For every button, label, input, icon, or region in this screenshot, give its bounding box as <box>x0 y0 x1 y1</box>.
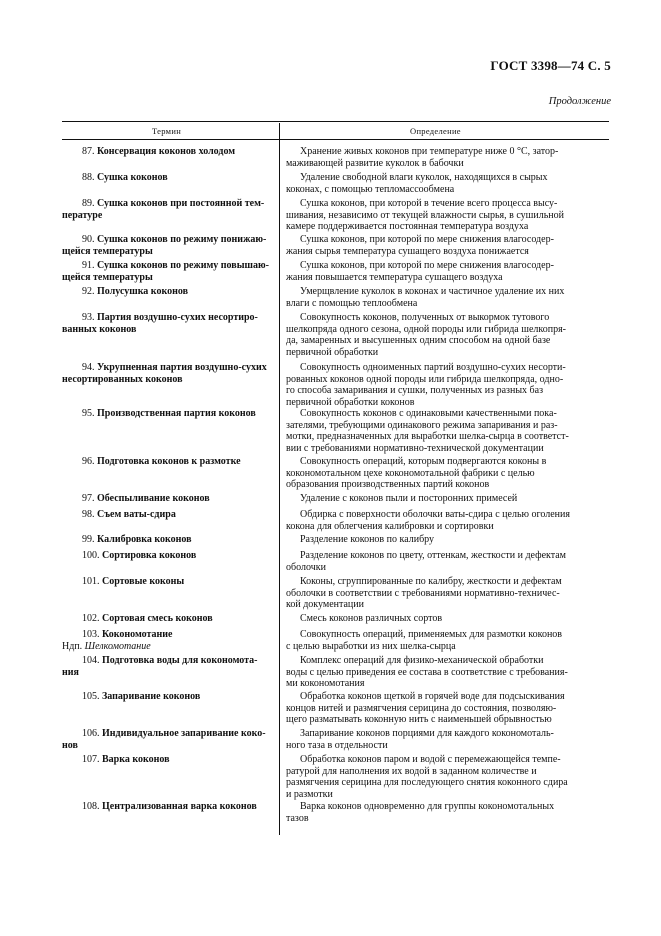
term-cell <box>62 146 272 158</box>
definition-line: воды с целью приведения ее состава в соответствие с требования- <box>286 666 568 678</box>
definition-line: с целью выработки из них шелка-сырца <box>286 640 456 652</box>
term-cell <box>62 534 272 546</box>
definition-line: концов нитей и размягчения серицина до состояния, позволяю- <box>286 702 557 714</box>
term-number: 92. <box>82 286 97 297</box>
definition-line: оболочки в соответствии с требованиями нормативно-техничес- <box>286 587 560 599</box>
definition-line: Коконы, сгруппированные по калибру, жесткости и дефектам <box>300 576 562 587</box>
definition-line: коконах, с помощью тепломассообмена <box>286 183 455 195</box>
term-text: Сортовые коконы <box>102 576 185 587</box>
definition-line: ного таза в отдельности <box>286 739 388 751</box>
definition-line: рованных коконов одной породы или гибрида шелкопряда, одно- <box>286 373 564 385</box>
term-text: Кокономотание <box>102 629 173 640</box>
definition-line: Обработка коконов паром и водой с перемежающейся темпе- <box>300 754 561 765</box>
definition-cell <box>286 408 596 454</box>
definition-line: Комплекс операций для физико-механической обработки <box>300 655 544 666</box>
definition-cell <box>286 629 596 652</box>
definition-line: Совокупность коконов с одинаковыми качественными пока- <box>300 408 557 419</box>
definition-cell <box>286 691 596 726</box>
definition-line: Хранение живых коконов при температуре ниже 0 °С, затор- <box>300 146 559 157</box>
term-cell <box>62 613 272 625</box>
term-text: Обеспыливание коконов <box>97 493 210 504</box>
term-number: 106. <box>82 728 102 739</box>
term-cell <box>62 754 272 766</box>
column-header-term: Термин <box>152 126 182 136</box>
term-text: Сушка коконов <box>97 172 168 183</box>
term-number: 103. <box>82 629 102 640</box>
definition-line: Варка коконов одновременно для группы кокономотальных <box>300 801 555 812</box>
definition-line: маживающей развитие куколок в бабочки <box>286 157 464 169</box>
term-text: пературе <box>62 209 103 221</box>
table-top-rule <box>62 121 609 122</box>
term-text: Сушка коконов при постоянной тем- <box>97 198 265 209</box>
definition-line: Удаление свободной влаги куколок, находящихся в сырых <box>300 172 548 183</box>
term-cell <box>62 456 272 468</box>
term-text: Сушка коконов по режиму повышаю- <box>97 260 269 271</box>
definition-line: Сушка коконов, при которой по мере снижения влагосодер- <box>300 260 554 271</box>
definition-cell <box>286 550 596 573</box>
term-number: 89. <box>82 198 97 209</box>
term-number: 88. <box>82 172 97 183</box>
definition-cell <box>286 146 596 169</box>
definition-line: кой документации <box>286 599 364 610</box>
ndp-term: Шелкомотание <box>84 640 151 652</box>
term-number: 98. <box>82 509 97 520</box>
term-number: 99. <box>82 534 97 545</box>
definition-line: да, замаренных и высушенных одним способом на одной базе <box>286 335 551 346</box>
definition-cell <box>286 198 596 233</box>
definition-line: Смесь коконов различных сортов <box>300 613 443 624</box>
term-text: ванных коконов <box>62 323 137 335</box>
term-text: Индивидуальное запаривание коко- <box>102 728 266 739</box>
definition-cell <box>286 655 596 690</box>
term-cell <box>62 172 272 184</box>
term-text: Варка коконов <box>102 754 170 765</box>
definition-cell <box>286 312 596 358</box>
term-cell <box>62 550 272 562</box>
term-cell <box>62 198 272 221</box>
term-number: 102. <box>82 613 102 624</box>
definition-line: образования производственных партий коконов <box>286 479 490 490</box>
definition-line: го способа замаривания и сушки, полученных из разных баз <box>286 385 544 396</box>
term-number: 107. <box>82 754 102 765</box>
column-header-definition: Определение <box>410 126 461 136</box>
term-cell <box>62 408 272 420</box>
term-text: Полусушка коконов <box>97 286 188 297</box>
term-text: нов <box>62 739 78 751</box>
definition-line: размягчения серицина для последующего снятия коконного сдира <box>286 777 568 788</box>
term-cell <box>62 260 272 283</box>
definition-line: кокона для облегчения калибровки и сортировки <box>286 520 494 532</box>
definition-line: Умерщвление куколок в коконах и частичное удаление их них <box>300 286 565 297</box>
term-number: 97. <box>82 493 97 504</box>
definition-line: Обработка коконов щеткой в горячей воде для подсыскивания <box>300 691 565 702</box>
definition-cell <box>286 172 596 195</box>
term-cell <box>62 362 272 385</box>
definition-line: оболочки <box>286 561 326 573</box>
term-cell <box>62 234 272 257</box>
definition-line: щего разматывать коконную нить с наименьшей обрывностью <box>286 714 552 725</box>
term-number: 93. <box>82 312 97 323</box>
table-header-rule <box>62 139 609 140</box>
term-text: Съем ваты-сдира <box>97 509 176 520</box>
term-cell <box>62 728 272 751</box>
definition-line: Совокупность операций, которым подвергаются коконы в <box>300 456 547 467</box>
definition-line: Разделение коконов по калибру <box>300 534 435 545</box>
definition-line: Совокупность операций, применяемых для размотки коконов <box>300 629 563 640</box>
ndp-label: Ндп. <box>62 640 85 652</box>
definition-line: Запаривание коконов порциями для каждого кокономоталь- <box>300 728 554 739</box>
definition-cell <box>286 362 596 408</box>
definition-line: Сушка коконов, при которой в течение всего процесса высу- <box>300 198 558 209</box>
term-cell <box>62 509 272 521</box>
column-divider <box>279 123 280 835</box>
definition-line: ратурой для наполнения их водой в заданном количестве и <box>286 765 537 777</box>
definition-line: кокономотальном цехе кокономотальной фабрики с целью <box>286 467 535 479</box>
definition-line: вии с требованиями нормативно-технической документации <box>286 442 544 454</box>
definition-line: шивания, независимо от текущей влажности сырья, в сушильной <box>286 209 564 221</box>
term-text: щейся температуры <box>62 271 153 283</box>
term-number: 94. <box>82 362 97 373</box>
term-text: Консервация коконов холодом <box>97 146 236 157</box>
term-cell <box>62 655 272 678</box>
term-cell <box>62 691 272 703</box>
definition-line: жания сырья температура сушащего воздуха понижается <box>286 245 529 257</box>
term-cell <box>62 286 272 298</box>
definition-line: первичной обработки <box>286 346 379 358</box>
term-text: Запаривание коконов <box>102 691 201 702</box>
term-number: 87. <box>82 146 97 157</box>
definition-cell <box>286 260 596 283</box>
term-number: 91. <box>82 260 97 271</box>
term-text: Партия воздушно-сухих несортиро- <box>97 312 258 323</box>
term-number: 90. <box>82 234 97 245</box>
term-number: 100. <box>82 550 102 561</box>
term-cell <box>62 493 272 505</box>
definition-cell <box>286 509 596 532</box>
definition-line: влаги с помощью теплообмена <box>286 297 418 309</box>
definition-line: Удаление с коконов пыли и посторонних примесей <box>300 493 518 504</box>
term-cell <box>62 629 272 652</box>
definition-line: и размотки <box>286 788 333 800</box>
term-cell <box>62 312 272 335</box>
term-number: 95. <box>82 408 97 419</box>
term-text: Сортировка коконов <box>102 550 197 561</box>
term-text: Подготовка воды для кокономота- <box>102 655 258 666</box>
term-text: Централизованная варка коконов <box>102 801 257 812</box>
definition-cell <box>286 456 596 491</box>
term-text: Сушка коконов по режиму понижаю- <box>97 234 267 245</box>
definition-cell <box>286 801 596 824</box>
definition-line: Совокупность коконов, полученных от выкормок тутового <box>300 312 550 323</box>
term-text: Производственная партия коконов <box>97 408 256 419</box>
definition-line: зателями, требующими одинакового режима запаривания и раз- <box>286 419 558 431</box>
term-number: 104. <box>82 655 102 666</box>
term-number: 101. <box>82 576 102 587</box>
term-text: ния <box>62 666 79 678</box>
definition-cell <box>286 493 596 505</box>
definition-cell <box>286 728 596 751</box>
definition-line: шелкопряда одного сезона, одной породы или гибрида шелкопря- <box>286 323 567 335</box>
definition-cell <box>286 576 596 611</box>
term-text: Сортовая смесь коконов <box>102 613 213 624</box>
term-cell <box>62 801 272 813</box>
term-text: Укрупненная партия воздушно-сухих <box>97 362 267 373</box>
definition-cell <box>286 534 596 546</box>
term-cell <box>62 576 272 588</box>
term-number: 96. <box>82 456 97 467</box>
term-text: Подготовка коконов к размотке <box>97 456 241 467</box>
definition-line: мотки, предназначенных для выработки шелка-сырца в соответст- <box>286 431 569 442</box>
definition-cell <box>286 286 596 309</box>
definition-cell <box>286 754 596 800</box>
page-header: ГОСТ 3398—74 С. 5 <box>490 58 611 73</box>
term-number: 108. <box>82 801 102 812</box>
definition-line: жания повышается температура сушащего воздуха <box>286 271 503 283</box>
term-text: щейся температуры <box>62 245 153 257</box>
definition-line: ми кокономотания <box>286 678 365 689</box>
continuation-label: Продолжение <box>548 96 611 107</box>
definition-line: Обдирка с поверхности оболочки ваты-сдира с целью оголения <box>300 509 570 520</box>
term-text: несортированных коконов <box>62 373 183 385</box>
term-number: 105. <box>82 691 102 702</box>
definition-line: Совокупность одноименных партий воздушно-сухих несорти- <box>300 362 566 373</box>
term-text: Калибровка коконов <box>97 534 192 545</box>
definition-cell <box>286 613 596 625</box>
definition-line: Разделение коконов по цвету, оттенкам, жесткости и дефектам <box>300 550 566 561</box>
definition-cell <box>286 234 596 257</box>
definition-line: первичной обработки коконов <box>286 396 415 408</box>
definition-line: Сушка коконов, при которой по мере снижения влагосодер- <box>300 234 554 245</box>
definition-line: камере поддерживается постоянная температура воздуха <box>286 221 529 232</box>
definition-line: тазов <box>286 812 309 824</box>
